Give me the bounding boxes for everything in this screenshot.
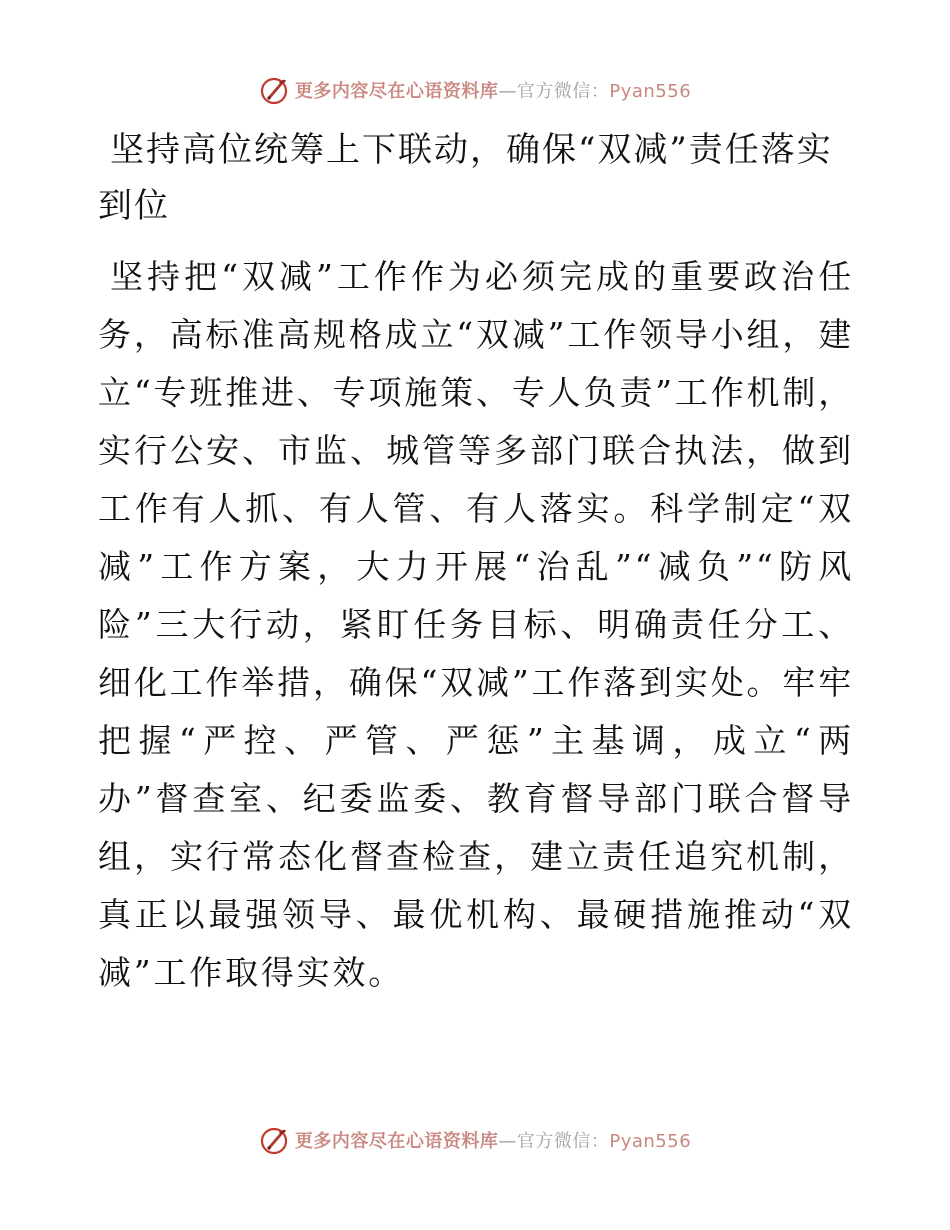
footer-separator: —: [498, 1131, 517, 1152]
header-wechat-label: 官方微信：: [516, 81, 610, 102]
footer-site-text: 更多内容尽在心语资料库: [294, 1131, 499, 1152]
footer-wechat-id: Pyan556: [609, 1131, 692, 1152]
quill-pen-icon: [259, 75, 289, 105]
header-banner: [0, 70, 950, 110]
document-heading: 坚持高位统筹上下联动，确保“双减”责任落实到位: [98, 130, 833, 226]
footer-banner-text: [295, 1127, 691, 1153]
header-site-text: 更多内容尽在心语资料库: [294, 81, 499, 102]
quill-pen-icon: [259, 1125, 289, 1155]
footer-banner: [0, 1120, 950, 1160]
footer-wechat-label: 官方微信：: [516, 1131, 610, 1152]
document-paragraph: 坚持把“双减”工作作为必须完成的重要政治任务，高标准高规格成立“双减”工作领导小组，建立“专班推进、专项施策、专人负责”工作机制，实行公安、市监、城管等多部门联合执法，做到工作有人抓、有人管、有人落实。科学制定“双减”工作方案，大力开展“治乱”“减负”“防风险”三大行动，紧盯任务目标、明确责任分工、细化工作举措，确保“双减”工作落到实处。牢牢把握“严控、严管、严惩”主基调，成立“两办”督查室、纪委监委、教育督导部门联合督导组，实行常态化督查检查，建立责任追究机制，真正以最强领导、最优机构、最硬措施推动“双减”工作取得实效。: [98, 257, 854, 992]
header-separator: —: [498, 81, 517, 102]
header-banner-text: [295, 77, 691, 103]
header-wechat-id: Pyan556: [609, 81, 692, 102]
